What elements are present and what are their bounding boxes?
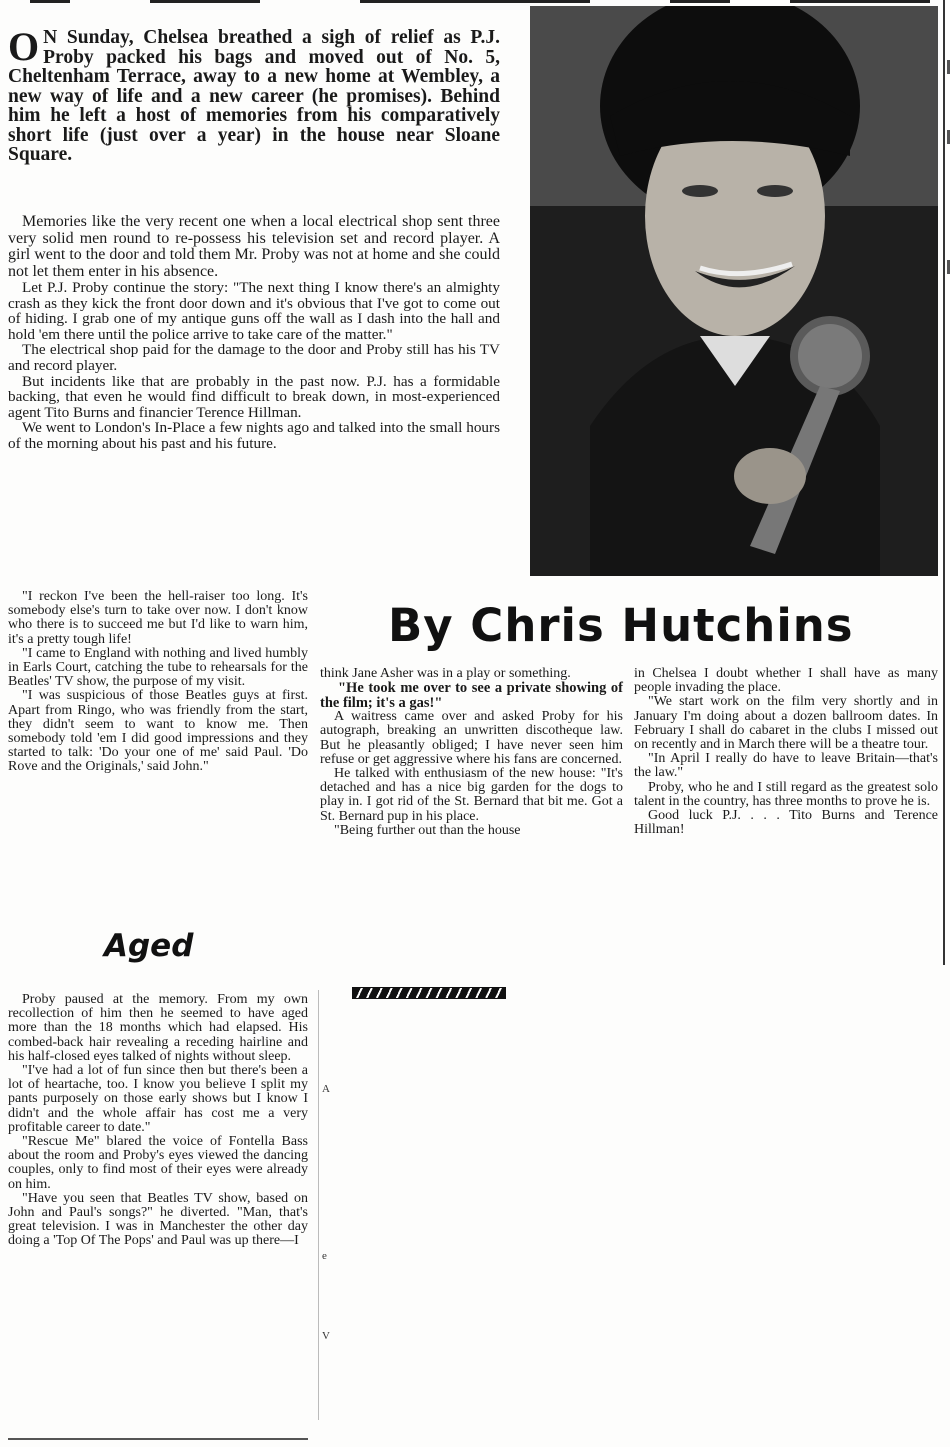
paragraph: "I came to England with nothing and lived humbly in Earls Court, catching the tube to rehearsals for the Beatles' TV show, the purpose of my visit. bbox=[8, 645, 308, 690]
paragraph: "In April I really do have to leave Britain—that's the law." bbox=[634, 751, 938, 781]
paragraph: "I've had a lot of fun since then but there's been a lot of heartache, too. I know you believe I split my pants purposely on those early shows but I know I didn't and the whole affair has cost me a very profitable career to date." bbox=[8, 1063, 308, 1135]
paragraph: "Being further out than the house bbox=[334, 822, 521, 838]
column-3 bbox=[634, 667, 938, 837]
column-separator bbox=[318, 990, 319, 1420]
column-1-continued bbox=[8, 993, 308, 1249]
end-of-story-dash bbox=[352, 987, 506, 999]
paragraph: "I was suspicious of those Beatles guys at first. Apart from Ringo, who was friendly from the start, they didn't seem to want to know me. Then somebody told 'em I did good impressions and they started to talk: 'Do your one of me' said Paul. 'Do Rove and the Originals,' said John." bbox=[8, 688, 308, 775]
paragraph: Memories like the very recent one when a local electrical shop sent three very solid men round to re-possess his television set and record player. A girl went to the door and told them Mr. Proby was not at home and she could not let them enter in his absence. bbox=[8, 213, 500, 280]
bottom-rule bbox=[8, 1438, 308, 1440]
paragraph: Let P.J. Proby continue the story: "The next thing I know there's an almighty crash as they kick the front door down and it's obvious that I've got to come out of hiding. I grab one of my antique guns off the wall as I dash into the hall and hold 'em there until the police arrive to take care of the matter." bbox=[8, 279, 500, 343]
paragraph: We went to London's In-Place a few nights ago and talked into the small hours of the morning about his past and his future. bbox=[8, 419, 500, 452]
paragraph: Proby paused at the memory. From my own recollection of him then he seemed to have aged more than the 18 months which had elapsed. His combed-back hair revealing a receding hairline and his half-closed eyes talked of nights without sleep. bbox=[8, 992, 308, 1064]
paragraph: Good luck P.J. . . . Tito Burns and Terence Hillman! bbox=[634, 808, 938, 838]
margin-letter: e bbox=[322, 1250, 327, 1262]
paragraph: think Jane Asher was in a play or something. bbox=[320, 666, 571, 681]
paragraph: But incidents like that are probably in the past now. P.J. has a formidable backing, that even he would find difficult to break down, in most-experienced agent Tito Burns and financier Terence Hillman. bbox=[8, 372, 500, 421]
lead-paragraph bbox=[8, 24, 500, 165]
byline: By Chris Hutchins bbox=[388, 599, 854, 652]
subhead: Aged bbox=[104, 928, 194, 964]
paragraph: "I reckon I've been the hell-raiser too long. It's somebody else's turn to take over now. I don't know who there is to succeed me but I'd like to warn him, it's a pretty tough life! bbox=[8, 589, 308, 647]
proby-photo bbox=[530, 6, 938, 576]
paragraph: "Have you seen that Beatles TV show, based on John and Paul's songs?" he diverted. "Man, that's great television. I was in Manchester the other day doing a 'Top Of The Pops' and Paul was up there—I bbox=[8, 1190, 308, 1249]
drop-cap: O bbox=[8, 24, 40, 69]
intro-column bbox=[8, 214, 500, 452]
column-2 bbox=[320, 667, 623, 838]
paragraph: in Chelsea I doubt whether I shall have as many people invading the place. bbox=[634, 666, 938, 696]
column-rule bbox=[943, 0, 945, 965]
column-1 bbox=[8, 590, 308, 775]
paragraph: Proby, who he and I still regard as the greatest solo talent in the country, has three months to prove he is. bbox=[634, 779, 938, 809]
paragraph: A waitress came over and asked Proby for his autograph, breaking an unwritten discotheque law. But he pleasantly obliged; I have never seen him refuse or get aggressive where his fans are concerned. bbox=[320, 709, 623, 767]
lead-text: N Sunday, Chelsea breathed a sigh of relief as P.J. Proby packed his bags and moved out of No. 5, Cheltenham Terrace, away to a new home at Wembley, a new way of life and a new career (he promises). Behind him he left a host of memories from his comparatively short life (just over a year) in the house near Sloane Square. bbox=[8, 27, 500, 165]
pull-quote: "He took me over to see a private showing of the film; it's a gas!" bbox=[320, 680, 623, 711]
paragraph: "Rescue Me" blared the voice of Fontella Bass about the room and Proby's eyes viewed the dancing couples, only to find most of their eyes were already on him. bbox=[8, 1134, 308, 1192]
margin-letter: V bbox=[322, 1330, 330, 1342]
photo-illustration bbox=[530, 6, 938, 576]
paragraph: The electrical shop paid for the damage to the door and Proby still has his TV and record player. bbox=[8, 341, 500, 374]
paragraph: "We start work on the film very shortly and in January I'm doing about a dozen ballroom dates. In February I shall do cabaret in the clubs I missed out on recently and in March there will be a theatre tour. bbox=[634, 694, 938, 753]
margin-letter: A bbox=[322, 1083, 330, 1095]
paragraph: He talked with enthusiasm of the new house: "It's detached and has a nice big garden for the dogs to play in. I got rid of the St. Bernard that bit me. Got a St. Bernard pup in his place. bbox=[320, 766, 623, 824]
